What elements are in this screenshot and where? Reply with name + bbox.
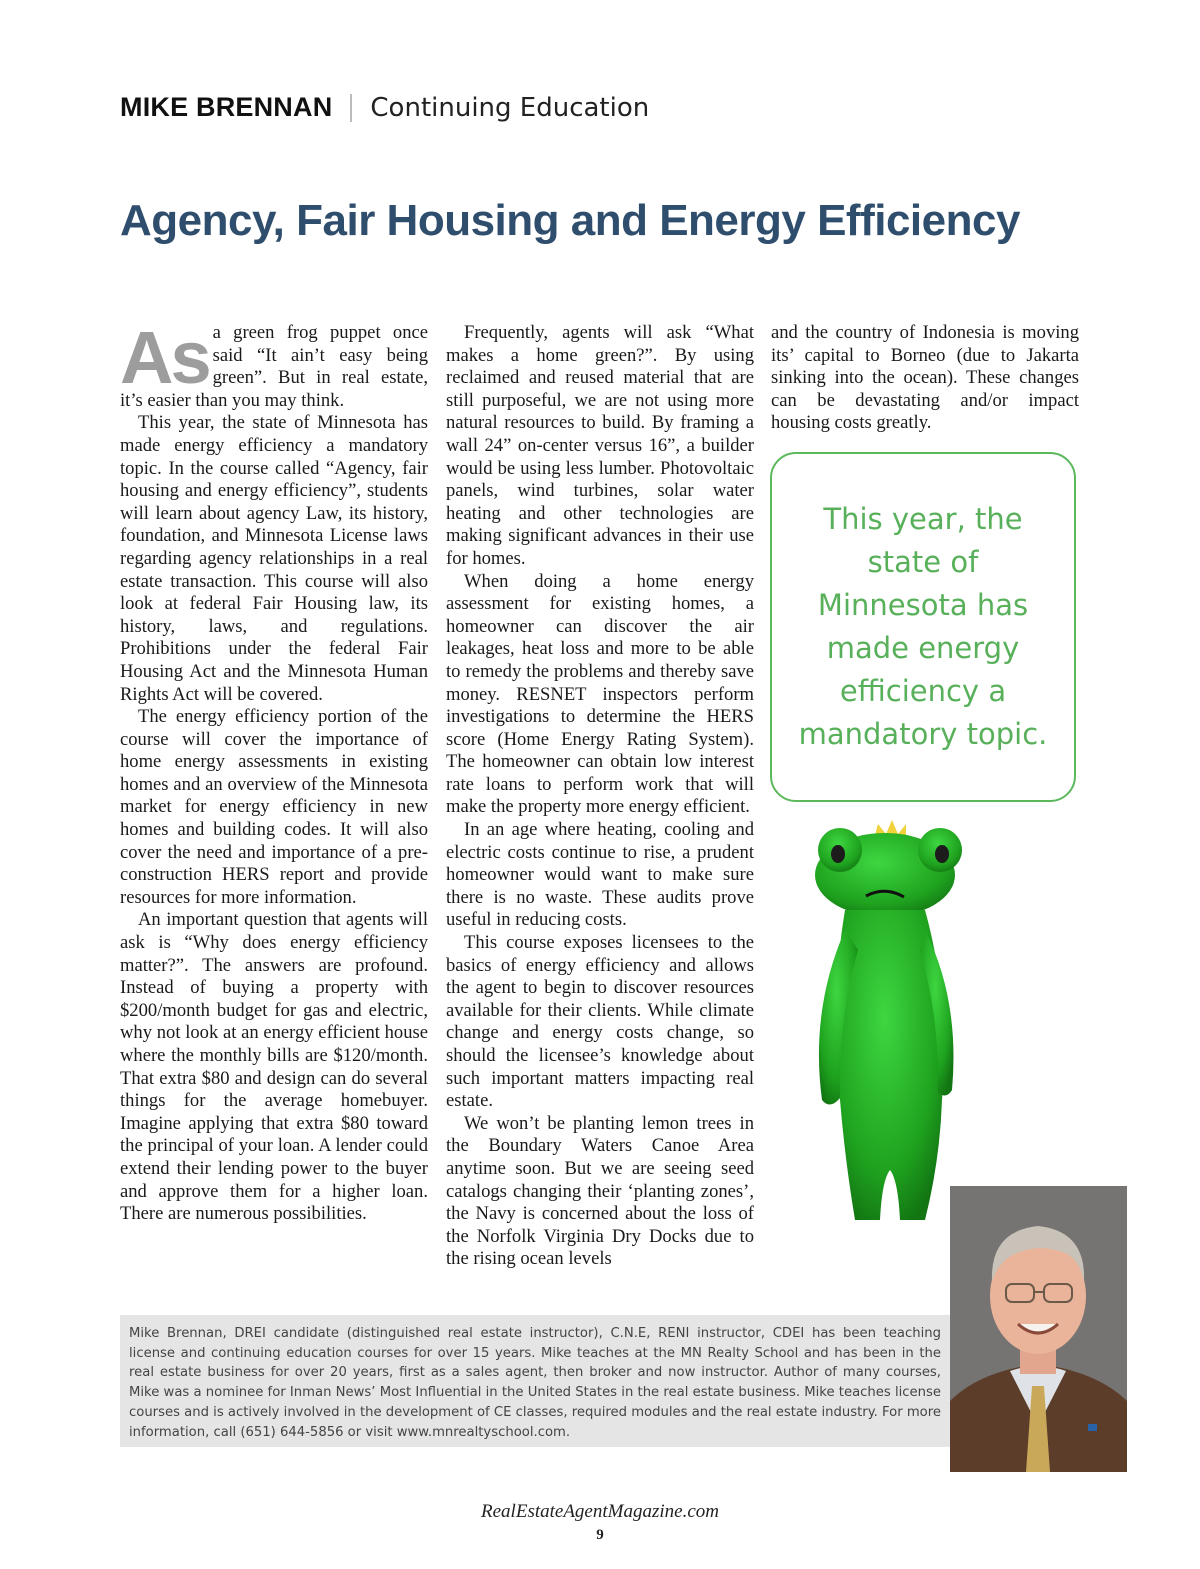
paragraph: This year, the state of Minnesota has made energy efficiency a mandatory topic. In the course called “Agency, fair housing and energy efficiency”, students will learn about agency Law, its history, foundation, and Minnesota License laws regarding agency relationships in a real estate transaction. This course will also look at federal Fair Housing law, its history, laws, and regulations. Prohibitions under the federal Fair Housing Act and the Minnesota Human Rights Act will be covered. [120, 412, 428, 705]
pull-quote-text: This year, the state of Minnesota has made energy efficiency a mandatory topic. [798, 502, 1048, 751]
page-number: 9 [596, 1527, 604, 1543]
paragraph: We won’t be planting lemon trees in the Boundary Waters Canoe Area anytime soon. But we are seeing seed catalogs changing their ‘planting zones’, the Navy is concerned about the loss of the Norfolk Virginia Dry Docks due to the rising ocean levels [446, 1112, 754, 1270]
author-bio-text: Mike Brennan, DREI candidate (distinguished real estate instructor), C.N.E, RENI instructor, CDEI has been teaching license and continuing education courses for over 15 years. Mike teaches at the MN Realty School and has been in the real estate business for over 20 years, first as a sales agent, then broker and now instructor. Author of many courses, Mike was a nominee for Inman News’ Most Influential in the United States in the real estate business. Mike teaches license courses and is actively involved in the development of CE classes, required modules and the real estate industry. For more information, call (651) 644-5856 or visit www.mnrealtyschool.com. [129, 1326, 941, 1440]
article-title: Agency, Fair Housing and Energy Efficiency [120, 196, 1020, 245]
pull-quote [770, 452, 1076, 802]
paragraph: a green frog puppet once said “It ain’t easy being green”. But in real estate, it’s easier than you may think. [120, 322, 428, 411]
paragraph: When doing a home energy assessment for existing homes, a homeowner can discover the air leakages, heat loss and more to be able to remedy the problems and thereby save money. RESNET inspectors perform investigations to determine the HERS score (Home Energy Rating System). The homeowner can obtain low interest rate loans to perform work that will make the property more energy efficient. [446, 570, 754, 818]
paragraph: and the country of Indonesia is moving its’ capital to Borneo (due to Jakarta sinking into the ocean). These changes can be devastating and/or impact housing costs greatly. [771, 322, 1079, 434]
article-column-3 [771, 322, 1079, 435]
author-bio [120, 1315, 950, 1447]
paragraph: The energy efficiency portion of the course will cover the importance of home energy assessments in existing homes and an overview of the Minnesota market for energy efficiency in new homes and building codes. It will also cover the need and importance of a pre-construction HERS report and provide resources for more information. [120, 706, 428, 908]
author-photo [950, 1186, 1127, 1472]
footer-site: RealEstateAgentMagazine.com [481, 1501, 719, 1522]
paragraph: In an age where heating, cooling and electric costs continue to rise, a prudent homeowner would want to make sure there is no waste. These audits prove useful in reducing costs. [446, 819, 754, 931]
author-name: MIKE BRENNAN [120, 92, 333, 122]
section-name: Continuing Education [370, 92, 650, 123]
drop-cap: As [120, 316, 209, 399]
paragraph: Frequently, agents will ask “What makes a home green?”. By using reclaimed and reused material that are still purposeful, we are not using more natural resources to build. By framing a wall 24” on-center versus 16”, a builder would be using less lumber. Photovoltaic panels, wind turbines, solar water heating and other technologies are making significant advances in their use for homes. [446, 322, 754, 569]
article-column-2 [446, 322, 754, 1271]
article-column-1 [120, 316, 428, 1226]
paragraph: An important question that agents will ask is “Why does energy efficiency matter?”. The answers are profound. Instead of buying a property with $200/month budget for gas and electric, why not look at an energy efficient house where the monthly bills are $120/month. That extra $80 and design can do several things for the average homebuyer. Imagine applying that extra $80 toward the principal of your loan. A lender could extend their lending power to the buyer and approve them for a higher loan. There are numerous possibilities. [120, 909, 428, 1225]
page-header [120, 92, 649, 123]
header-divider [350, 94, 352, 122]
paragraph: This course exposes licensees to the basics of energy efficiency and allows the agent to begin to discover resources available for their clients. While climate change and energy costs change, so should the licensee’s knowledge about such important matters impacting real estate. [446, 932, 754, 1112]
